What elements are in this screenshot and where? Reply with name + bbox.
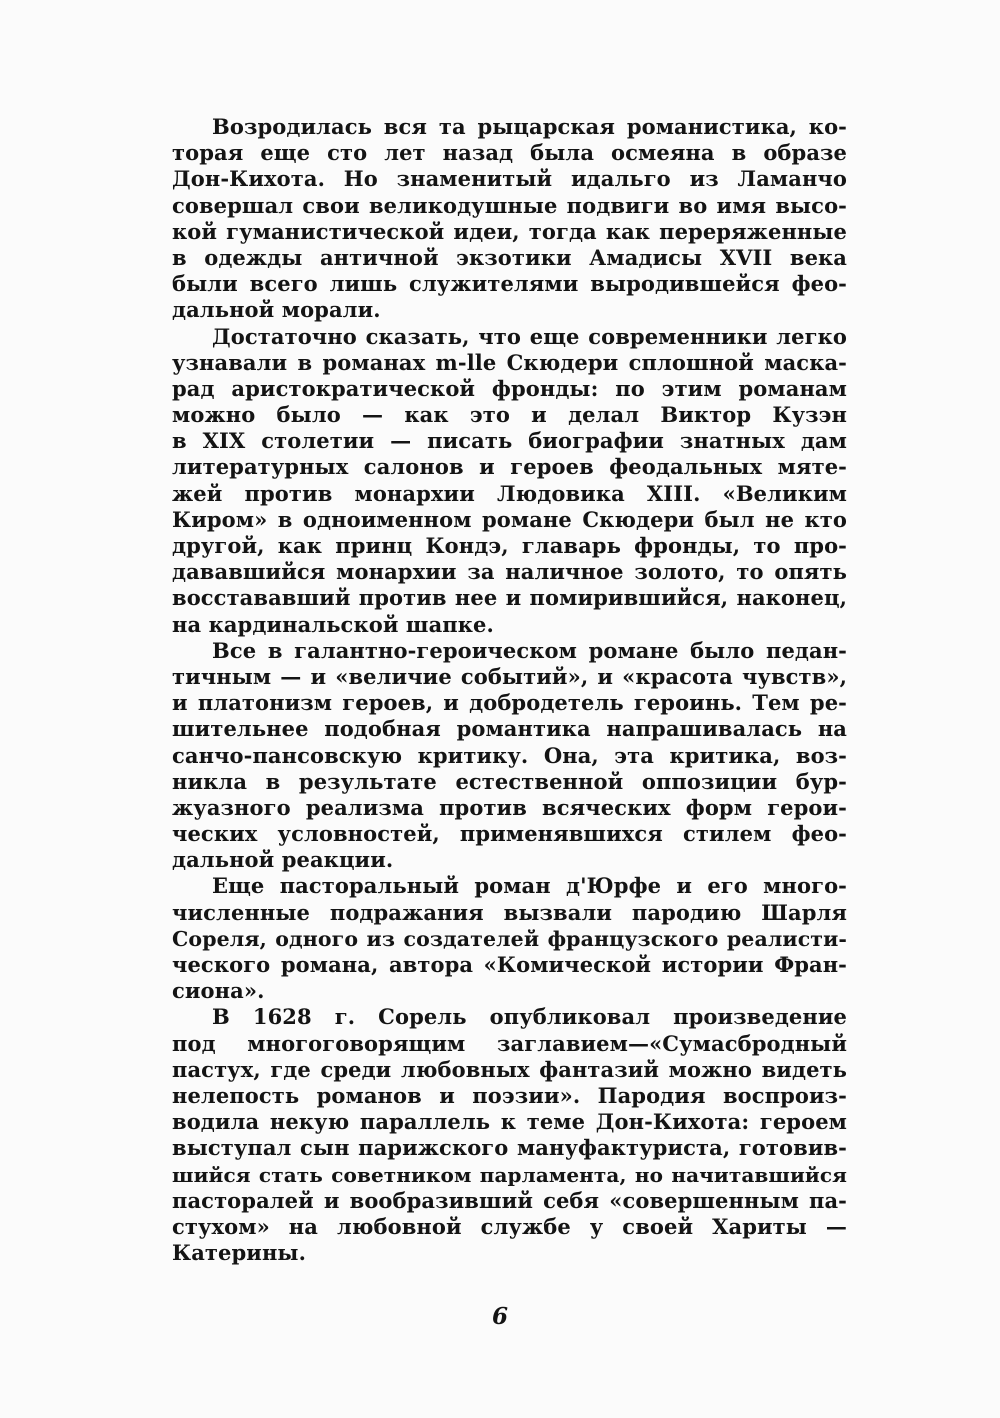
paragraph	[172, 638, 847, 874]
text-line: кой гуманистической идеи, тогда как переряженные	[172, 218, 847, 244]
paragraph	[172, 873, 847, 1004]
text-line: пасторалей и вообразивший себя «совершенным па-	[172, 1187, 847, 1213]
text-line: можно было — как это и делал Виктор Кузэн	[172, 402, 847, 428]
text-line: в XIX столетии — писать биографии знатных дам	[172, 428, 847, 454]
page-number: 6	[491, 1303, 508, 1330]
text-line: В 1628 г. Сорель опубликовал произведение	[212, 1004, 847, 1030]
paragraph	[172, 324, 847, 638]
text-line: в одежды античной экзотики Амадисы XVII века	[172, 244, 847, 270]
paragraph	[172, 1004, 847, 1266]
paragraph	[172, 114, 847, 324]
text-line: тичным — и «величие событий», и «красота чувств»,	[172, 663, 847, 689]
text-line: дававшийся монархии за наличное золото, то опять	[172, 559, 847, 585]
text-line: под многоговорящим заглавием—«Сумасбродный	[172, 1030, 847, 1056]
text-line: водила некую параллель к теме Дон-Кихота: героем	[172, 1109, 847, 1135]
text-line: Достаточно сказать, что еще современники легко	[212, 323, 847, 349]
text-line: совершал свои великодушные подвиги во имя высо-	[172, 192, 847, 218]
text-line: нелепость романов и поэзии». Пародия воспроиз-	[172, 1082, 847, 1108]
body-text	[172, 114, 847, 1266]
text-line: Все в галантно-героическом романе было педан-	[212, 637, 847, 663]
text-line: узнавали в романах m-lle Скюдери сплошной маска-	[172, 349, 847, 375]
text-line: никла в результате естественной оппозиции бур-	[172, 768, 847, 794]
text-line: Катерины.	[172, 1240, 306, 1266]
text-line: жуазного реализма против всяческих форм герои-	[172, 794, 847, 820]
text-line: и платонизм героев, и добродетель героинь. Тем ре-	[172, 690, 847, 716]
text-line: восстававший против нее и помирившийся, наконец,	[172, 585, 847, 611]
text-line: Дон-Кихота. Но знаменитый идальго из Ламанчо	[172, 166, 847, 192]
text-line: дальной реакции.	[172, 847, 394, 873]
text-line: ческого романа, автора «Комической истории Фран-	[172, 952, 847, 977]
text-line: шийся стать советником парламента, но начитавшийся	[172, 1162, 847, 1187]
text-line: стухом» на любовной службе у своей Хариты —	[172, 1213, 847, 1239]
text-line: на кардинальской шапке.	[172, 611, 494, 637]
text-line: литературных салонов и героев феодальных мяте-	[172, 454, 847, 480]
text-line: жей против монархии Людовика XIII. «Великим	[172, 480, 847, 506]
text-line: шительнее подобная романтика напрашивалась на	[172, 716, 847, 742]
text-line: санчо-пансовскую критику. Она, эта критика, воз-	[172, 742, 847, 768]
text-line: Еще пасторальный роман д'Юрфе и его много-	[212, 873, 847, 899]
text-line: были всего лишь служителями выродившейся фео-	[172, 271, 847, 297]
text-line: Сореля, одного из создателей французского реалисти-	[172, 926, 847, 951]
text-line: численные подражания вызвали пародию Шарля	[172, 899, 847, 925]
text-line: выступал сын парижского мануфактуриста, готовив-	[172, 1135, 847, 1161]
text-line: торая еще сто лет назад была осмеяна в образе	[172, 140, 847, 166]
text-line: Возродилась вся та рыцарская романистика, ко-	[212, 114, 847, 139]
text-line: другой, как принц Кондэ, главарь фронды, то про-	[172, 533, 847, 558]
text-line: ческих условностей, применявшихся стилем фео-	[172, 821, 847, 847]
text-line: пастух, где среди любовных фантазий можно видеть	[172, 1056, 847, 1082]
text-line: дальной морали.	[172, 297, 381, 323]
text-line: сиона».	[172, 978, 265, 1004]
text-line: рад аристократической фронды: по этим романам	[172, 375, 847, 401]
text-line: Киром» в одноименном романе Скюдери был не кто	[172, 506, 847, 532]
